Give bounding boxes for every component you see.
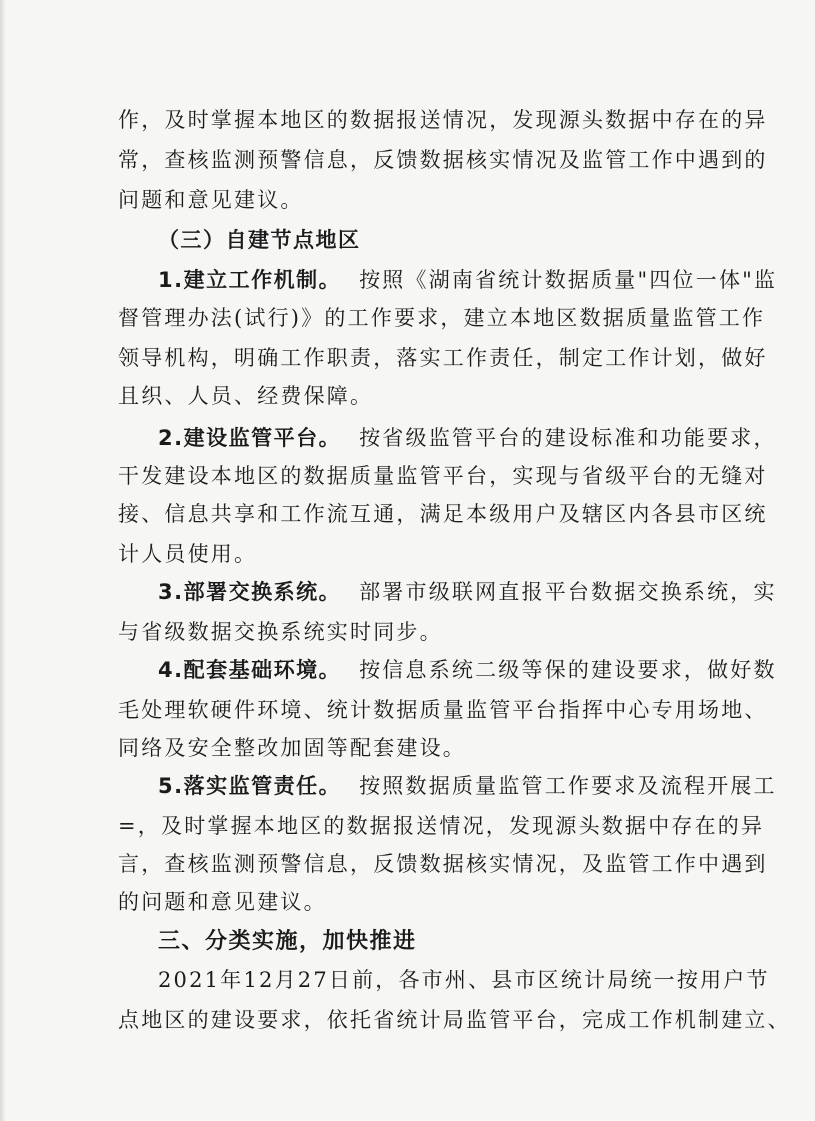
part-heading-3: 三、分类实施，加快推进 xyxy=(158,929,417,954)
item-3-title: 3.部署交换系统。 xyxy=(158,580,342,604)
item-1-line-3: 领导机构，明确工作职责，落实工作责任，制定工作计划，做好 xyxy=(118,346,768,370)
item-3-first-line xyxy=(158,577,777,607)
item-1-line-4: 且织、人员、经费保障。 xyxy=(118,384,374,408)
item-4-first-line xyxy=(158,655,777,685)
section-heading-3: （三）自建节点地区 xyxy=(158,228,361,252)
item-2-line-2: 干发建设本地区的数据质量监管平台，实现与省级平台的无缝对 xyxy=(118,464,768,488)
intro-line-3: 问题和意见建议。 xyxy=(118,188,304,212)
item-1-text: 按照《湖南省统计数据质量"四位一体"监 xyxy=(359,268,778,292)
closing-line-1: 2021年12月27日前，各市州、县市区统计局统一按用户节 xyxy=(158,968,770,992)
intro-line-1: 作，及时掌握本地区的数据报送情况，发现源头数据中存在的异 xyxy=(118,108,768,132)
item-1-first-line xyxy=(158,265,778,295)
item-1-title: 1.建立工作机制。 xyxy=(158,268,342,292)
item-5-line-2: =，及时掌握本地区的数据报送情况，发现源头数据中存在的异 xyxy=(118,814,765,838)
item-3-text: 部署市级联网直报平台数据交换系统，实 xyxy=(359,580,777,604)
item-5-line-3: 言，查核监测预警信息，反馈数据核实情况，及监管工作中遇到 xyxy=(118,852,768,876)
scan-edge-shadow xyxy=(0,0,6,1121)
item-2-first-line xyxy=(158,423,777,453)
item-2-line-3: 接、信息共享和工作流互通，满足本级用户及辖区内各县市区统 xyxy=(118,502,768,526)
item-5-line-4: 的问题和意见建议。 xyxy=(118,890,327,914)
item-5-text: 按照数据质量监管工作要求及流程开展工 xyxy=(359,774,777,798)
item-2-text: 按省级监管平台的建设标准和功能要求， xyxy=(359,426,777,450)
item-3-line-2: 与省级数据交换系统实时同步。 xyxy=(118,620,443,644)
item-4-line-3: 同络及安全整改加固等配套建设。 xyxy=(118,736,466,760)
item-2-title: 2.建设监管平台。 xyxy=(158,426,342,450)
item-5-title: 5.落实监管责任。 xyxy=(158,774,342,798)
item-1-line-2: 督管理办法(试行)》的工作要求，建立本地区数据质量监管工作 xyxy=(118,306,766,330)
closing-line-2: 点地区的建设要求，依托省统计局监管平台，完成工作机制建立、 xyxy=(118,1008,791,1032)
intro-line-2: 常，查核监测预警信息，反馈数据核实情况及监管工作中遇到的 xyxy=(118,148,768,172)
item-5-first-line xyxy=(158,771,777,801)
item-2-line-4: 计人员使用。 xyxy=(118,542,258,566)
item-4-line-2: 毛处理软硬件环境、统计数据质量监管平台指挥中心专用场地、 xyxy=(118,698,768,722)
item-4-title: 4.配套基础环境。 xyxy=(158,658,342,682)
item-4-text: 按信息系统二级等保的建设要求，做好数 xyxy=(359,658,777,682)
